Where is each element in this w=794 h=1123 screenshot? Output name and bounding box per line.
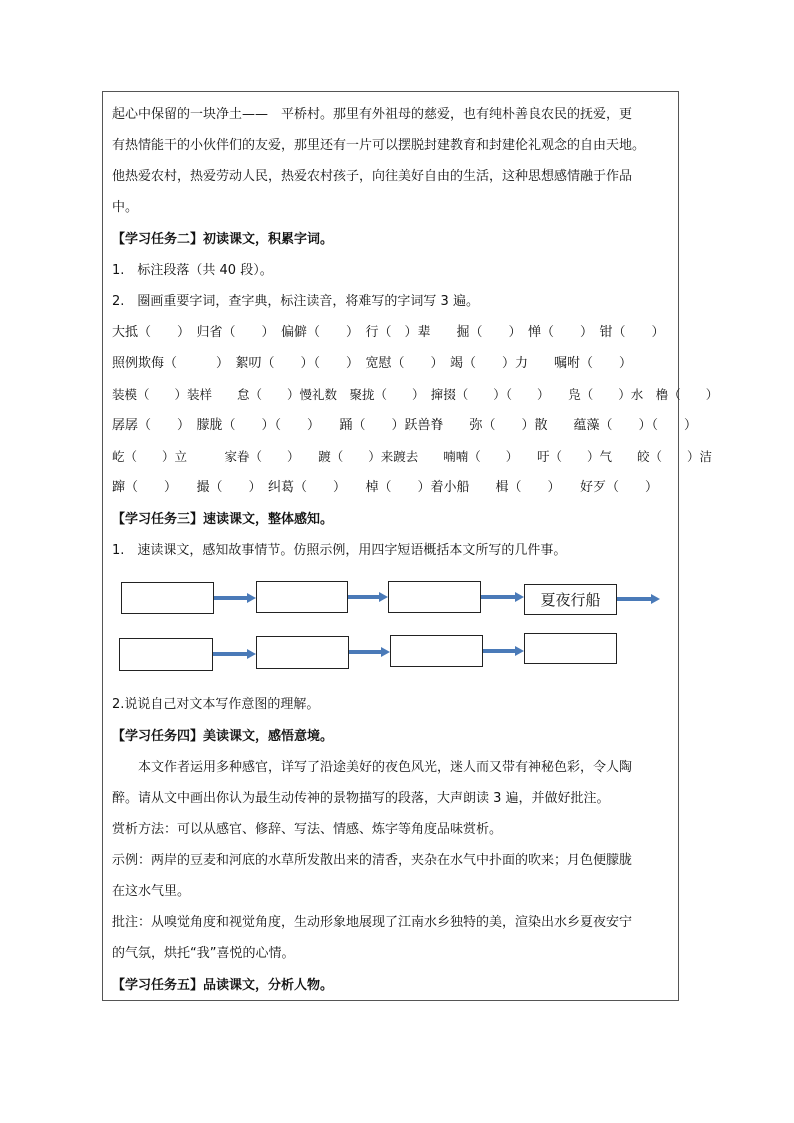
- arrow-right-icon: [348, 592, 388, 602]
- intro-line: 有热情能干的小伙伴们的友爱，那里还有一片可以摆脱封建教育和封建伦礼观念的自由天地。: [112, 138, 646, 153]
- flow-box-empty[interactable]: [256, 581, 348, 613]
- arrow-right-icon: [349, 647, 390, 657]
- intro-line: 他热爱农村，热爱劳动人民，热爱农村孩子，向往美好自由的生活，这种思想感情融于作品: [112, 169, 633, 184]
- intro-line: 起心中保留的一块净土—— 平桥村。那里有外祖母的慈爱，也有纯朴善良农民的抚爱，更: [112, 107, 633, 122]
- vocab-line: 孱孱（ ） 朦胧（ ）（ ） 踊（ ）跃兽脊 弥（ ）散 蕴藻（ ）（ ）: [112, 418, 698, 433]
- task4-annotation: 的气氛，烘托“我”喜悦的心情。: [112, 946, 295, 961]
- task3-step2: 2.说说自己对文本写作意图的理解。: [112, 697, 320, 712]
- flow-box-empty[interactable]: [524, 633, 617, 664]
- task4-heading: 【学习任务四】美读课文，感悟意境。: [112, 729, 334, 744]
- task5-heading: 【学习任务五】品读课文，分析人物。: [112, 978, 334, 993]
- task2-heading: 【学习任务二】初读课文，积累字词。: [112, 232, 334, 247]
- task4-annotation: 批注：从嗅觉角度和视觉角度，生动形象地展现了江南水乡独特的美，渲染出水乡夏夜安宁: [112, 915, 633, 930]
- intro-line: 中。: [112, 200, 139, 215]
- flow-box-empty[interactable]: [390, 635, 483, 667]
- task2-step2: 2. 圈画重要字词，查字典，标注读音，将难写的字词写 3 遍。: [112, 294, 479, 309]
- arrow-right-icon: [617, 594, 660, 604]
- task3-heading: 【学习任务三】速读课文，整体感知。: [112, 512, 334, 527]
- vocab-line: 装模（ ）装样 怠（ ）慢礼数 聚拢（ ） 撺掇（ ）（ ） 凫（ ）水 橹（ ）: [112, 387, 719, 402]
- task4-paragraph: 醉。请从文中画出你认为最生动传神的景物描写的段落，大声朗读 3 遍，并做好批注。: [112, 791, 610, 806]
- vocab-line: 照例欺侮（ ） 絮叨（ ）（ ） 宽慰（ ） 竭（ ）力 嘱咐（ ）: [112, 356, 633, 371]
- vocab-line: 大抵（ ） 归省（ ） 偏僻（ ） 行（ ）辈 掘（ ） 惮（ ） 钳（ ）: [112, 325, 665, 340]
- task4-example: 在这水气里。: [112, 884, 191, 899]
- task3-step1: 1. 速读课文，感知故事情节。仿照示例，用四字短语概括本文所写的几件事。: [112, 543, 567, 558]
- arrow-right-icon: [481, 592, 524, 602]
- flow-box-empty[interactable]: [256, 636, 349, 669]
- flow-box-empty[interactable]: [119, 638, 213, 671]
- vocab-line: 蹿（ ） 撮（ ） 纠葛（ ） 棹（ ）着小船 楫（ ） 好歹（ ）: [112, 480, 659, 495]
- flow-box-empty[interactable]: [121, 582, 214, 614]
- arrow-right-icon: [213, 649, 256, 659]
- task4-paragraph: 本文作者运用多种感官，详写了沿途美好的夜色风光，迷人而又带有神秘色彩，令人陶: [112, 760, 633, 775]
- vocab-line: 屹（ ）立 家眷（ ） 踱（ ）来踱去 喃喃（ ） 吁（ ）气 皎（ ）洁: [112, 449, 713, 464]
- task4-method: 赏析方法：可以从感官、修辞、写法、情感、炼字等角度品味赏析。: [112, 822, 503, 837]
- arrow-right-icon: [483, 646, 524, 656]
- task2-step1: 1. 标注段落（共 40 段）。: [112, 263, 273, 278]
- flow-box-example: 夏夜行船: [524, 584, 617, 615]
- task4-example: 示例：两岸的豆麦和河底的水草所发散出来的清香，夹杂在水气中扑面的吹来；月色便朦胧: [112, 853, 633, 868]
- flow-box-empty[interactable]: [388, 581, 481, 613]
- arrow-right-icon: [214, 593, 256, 603]
